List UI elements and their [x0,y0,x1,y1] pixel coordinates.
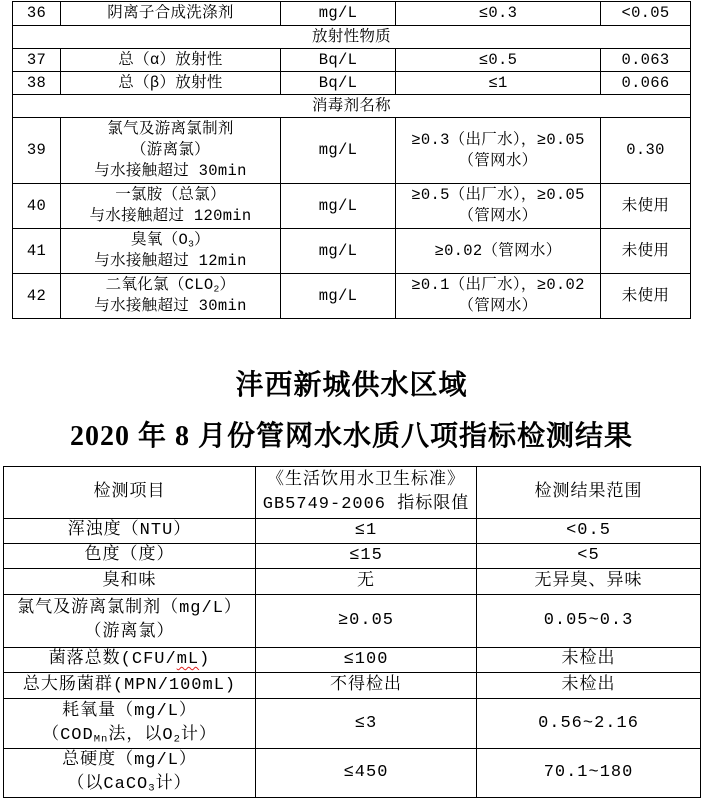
test-item-cell [4,749,256,798]
test-item-cell-text: 二氧化氯（CLO [105,276,214,294]
test-item-cell-text: 氯气及游离氯制剂 [107,120,234,138]
limit-value-cell-text: ≥0.3（出厂水），≥0.05 [411,130,585,149]
test-item-cell-line [4,773,255,797]
result-value-cell: 未使用 [601,274,691,319]
test-item-cell-subscript: 3 [148,782,156,795]
test-item-cell: 浑浊度（NTU） [4,519,256,544]
test-item-cell [61,118,281,184]
result-range-cell: 未检出 [477,648,701,673]
item-number-cell: 39 [13,118,61,184]
test-item-cell-line [4,597,255,621]
table-row [4,595,701,648]
unit-cell: mg/L [281,274,396,319]
limit-value-cell-line [396,130,600,151]
test-item-cell-text: 一氯胺（总氯） [115,186,226,204]
document-title: 沣西新城供水区域 [235,370,468,401]
test-item-cell-line [4,724,255,748]
result-range-cell: <0.5 [477,519,701,544]
test-item-cell-text: 计） [180,725,217,745]
table-row [4,569,701,595]
test-item-cell-text: （COD [42,725,94,745]
column-header-standard-limit-line [256,469,476,493]
test-item-cell [61,274,281,319]
test-item-cell [4,595,256,648]
limit-value-cell [396,184,601,229]
item-number-cell: 36 [13,2,61,26]
result-value-cell: 未使用 [601,184,691,229]
test-item-cell-text: （游离氯） [84,623,175,642]
test-item-cell-line [61,230,280,251]
test-item-cell-line [61,161,280,182]
test-item-cell-line [61,296,280,317]
test-item-cell [61,229,281,274]
standard-limit-cell: ≤3 [256,699,477,749]
test-item-cell [4,648,256,673]
test-item-cell-text: 与水接触超过 12min [94,252,247,270]
result-range-cell: 0.56~2.16 [477,699,701,749]
result-value-cell: 0.30 [601,118,691,184]
test-item-cell-text: 菌落总数(CFU/ [48,650,177,669]
limit-value-cell-line [396,275,600,296]
test-item-cell-text: 与水接触超过 30min [94,162,247,180]
limit-value-cell-line [396,185,600,206]
test-item-cell-text: （游离氯） [130,141,210,159]
test-item-cell [61,184,281,229]
limit-value-cell-text: （管网水） [458,207,538,225]
limit-value-cell [396,274,601,319]
item-number-cell: 41 [13,229,61,274]
standard-limit-cell: ≤15 [256,544,477,569]
monthly-eight-indicator-results-table [3,466,701,798]
table-row [13,118,691,184]
table-row [4,699,701,749]
standard-limit-cell: ≥0.05 [256,595,477,648]
test-item-cell-subscript: Mn [93,733,109,746]
indicator-table-body [13,2,691,319]
test-item-cell-subscript: 2 [173,733,181,746]
test-item-cell: 总（α）放射性 [61,49,281,72]
test-item-cell-text: ) [199,650,211,669]
result-range-cell: 无异臭、异味 [477,569,701,595]
results-table-head [4,467,701,519]
test-item-cell-line [61,119,280,140]
column-header-standard-limit-text: 《生活饮用水卫生标准》 [267,470,465,490]
standard-limit-cell: ≤450 [256,749,477,798]
test-item-cell-line [4,621,255,645]
header-row [4,467,701,519]
unit-cell: Bq/L [281,72,396,95]
standard-limit-cell: ≤1 [256,519,477,544]
test-item-cell-text: 计） [155,775,192,794]
test-item-cell-line [4,700,255,724]
column-header-standard-limit-line [256,493,476,517]
table-row [13,2,691,26]
limit-value-cell [396,118,601,184]
item-number-cell: 37 [13,49,61,72]
result-range-cell: 未检出 [477,673,701,699]
limit-value-cell-text: ≥0.5（出厂水），≥0.05 [411,186,585,204]
test-item-cell-text: （以CaCO [67,775,149,794]
table-row [13,274,691,319]
section-row [13,26,691,49]
limit-value-cell-text: （管网水） [458,297,538,315]
result-range-cell: 0.05~0.3 [477,595,701,648]
table-row [4,749,701,798]
test-item-cell-line [61,185,280,206]
test-item-cell: 阴离子合成洗涤剂 [61,2,281,26]
unit-cell: Bq/L [281,49,396,72]
standard-limit-cell: ≤100 [256,648,477,673]
standard-limit-cell: 无 [256,569,477,595]
test-item-cell-line [4,749,255,773]
test-item-cell: 总（β）放射性 [61,72,281,95]
test-item-cell-subscript: 2 [213,283,220,295]
test-item-cell-text: 耗氧量（mg/L） [62,701,197,721]
standard-limit-cell: 不得检出 [256,673,477,699]
water-quality-indicator-table [12,1,691,319]
result-value-cell: 0.066 [601,72,691,95]
test-item-cell-text: 与水接触超过 120min [89,207,252,225]
table-row [13,72,691,95]
unit-cell: mg/L [281,2,396,26]
table-row [4,544,701,569]
test-item-cell-text: ） [194,231,210,249]
test-item-cell-line [4,648,255,672]
item-number-cell: 42 [13,274,61,319]
table-row [4,648,701,673]
test-item-cell-subscript: 3 [188,238,195,250]
test-item-cell: 臭和味 [4,569,256,595]
test-item-cell-text: 法，以O [108,725,174,745]
item-number-cell: 40 [13,184,61,229]
result-value-cell: <0.05 [601,2,691,26]
result-range-cell: 70.1~180 [477,749,701,798]
test-item-cell [4,699,256,749]
item-number-cell: 38 [13,72,61,95]
limit-value-cell: ≤0.5 [396,49,601,72]
limit-value-cell-line [396,151,600,172]
test-item-cell-text: ） [219,276,236,294]
test-item-cell-line [61,275,280,296]
unit-cell: mg/L [281,229,396,274]
test-item-cell-text: 总硬度（mg/L） [62,751,197,770]
column-header-test-item: 检测项目 [4,467,256,519]
limit-value-cell-text: ≥0.1（出厂水），≥0.02 [411,276,585,294]
section-heading: 消毒剂名称 [13,95,691,118]
test-item-cell-text: 臭氧（O [131,231,189,249]
column-header-result-range: 检测结果范围 [477,467,701,519]
table-row [13,229,691,274]
column-header-standard-limit-text: GB5749-2006 指标限值 [262,494,470,514]
table-row [4,519,701,544]
limit-value-cell: ≤1 [396,72,601,95]
table-row [13,49,691,72]
test-item-cell-line [61,140,280,161]
section-heading: 放射性物质 [13,26,691,49]
test-item-cell: 色度（度） [4,544,256,569]
spellcheck-underlined-text: mL [176,650,200,669]
table-row [13,184,691,229]
unit-cell: mg/L [281,184,396,229]
result-value-cell: 0.063 [601,49,691,72]
test-item-cell-line [61,251,280,272]
column-header-standard-limit [256,467,477,519]
limit-value-cell: ≤0.3 [396,2,601,26]
limit-value-cell-text: （管网水） [458,151,538,170]
table-row [4,673,701,699]
limit-value-cell-line [396,206,600,227]
result-range-cell: <5 [477,544,701,569]
results-table-body [4,519,701,798]
section-row [13,95,691,118]
test-item-cell-text: 与水接触超过 30min [94,297,247,315]
limit-value-cell-line [396,296,600,317]
limit-value-cell: ≥0.02（管网水） [396,229,601,274]
document-subtitle: 2020 年 8 月份管网水水质八项指标检测结果 [69,421,633,452]
test-item-cell: 总大肠菌群(MPN/100mL) [4,673,256,699]
test-item-cell-text: 氯气及游离氯制剂（mg/L） [17,599,242,618]
result-value-cell: 未使用 [601,229,691,274]
unit-cell: mg/L [281,118,396,184]
test-item-cell-line [61,206,280,227]
